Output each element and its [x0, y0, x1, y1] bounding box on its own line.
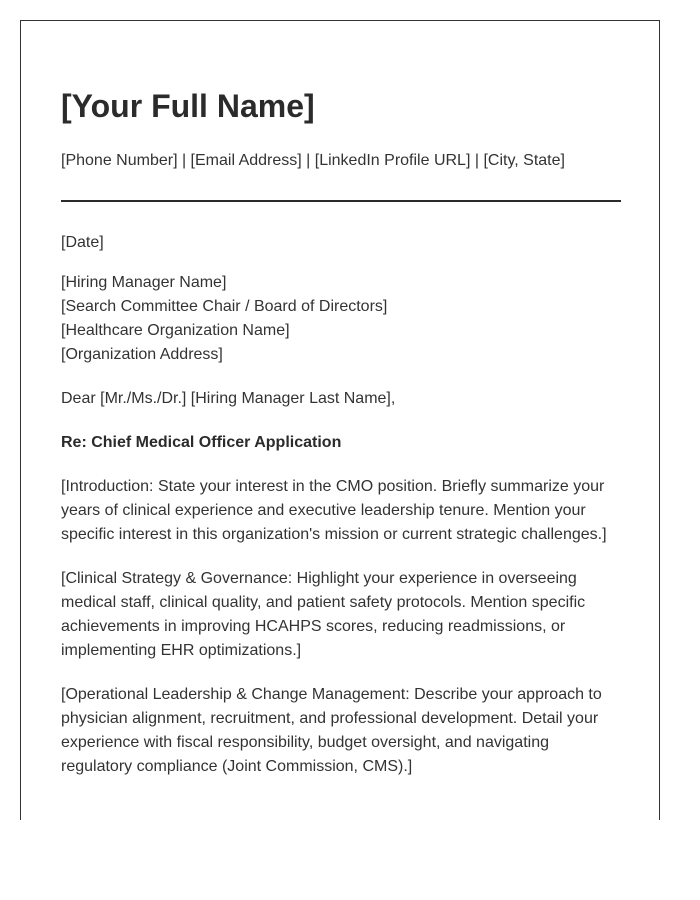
- letter-page: [20, 20, 660, 820]
- recipient-line: [Search Committee Chair / Board of Directors]: [61, 298, 388, 315]
- recipient-line: [Organization Address]: [61, 346, 223, 363]
- applicant-name: [Your Full Name]: [61, 88, 315, 124]
- paragraph-clinical-strategy: [Clinical Strategy & Governance: Highlight your experience in overseeing medical staff, clinical quality, and patient safety protocols. Mention specific achievements in improving HCAHPS scores, reducing readmissions, or implementing EHR optimizations.]: [61, 570, 586, 659]
- recipient-address: [61, 271, 387, 367]
- contact-line: [Phone Number] | [Email Address] | [LinkedIn Profile URL] | [City, State]: [61, 152, 565, 169]
- letter-date: [Date]: [61, 234, 104, 251]
- salutation: Dear [Mr./Ms./Dr.] [Hiring Manager Last Name],: [61, 390, 396, 407]
- recipient-line: [Hiring Manager Name]: [61, 274, 227, 291]
- recipient-line: [Healthcare Organization Name]: [61, 322, 290, 339]
- paragraph-introduction: [Introduction: State your interest in the CMO position. Briefly summarize your years of clinical experience and executive leadership tenure. Mention your specific interest in this organization's mission or current strategic challenges.]: [61, 478, 607, 543]
- paragraph-operational-leadership: [Operational Leadership & Change Management: Describe your approach to physician alignment, recruitment, and professional development. Detail your experience with fiscal responsibility, budget oversight, and navigating regulatory compliance (Joint Commission, CMS).]: [61, 686, 602, 775]
- header-divider: [61, 200, 621, 202]
- subject-line: Re: Chief Medical Officer Application: [61, 434, 342, 451]
